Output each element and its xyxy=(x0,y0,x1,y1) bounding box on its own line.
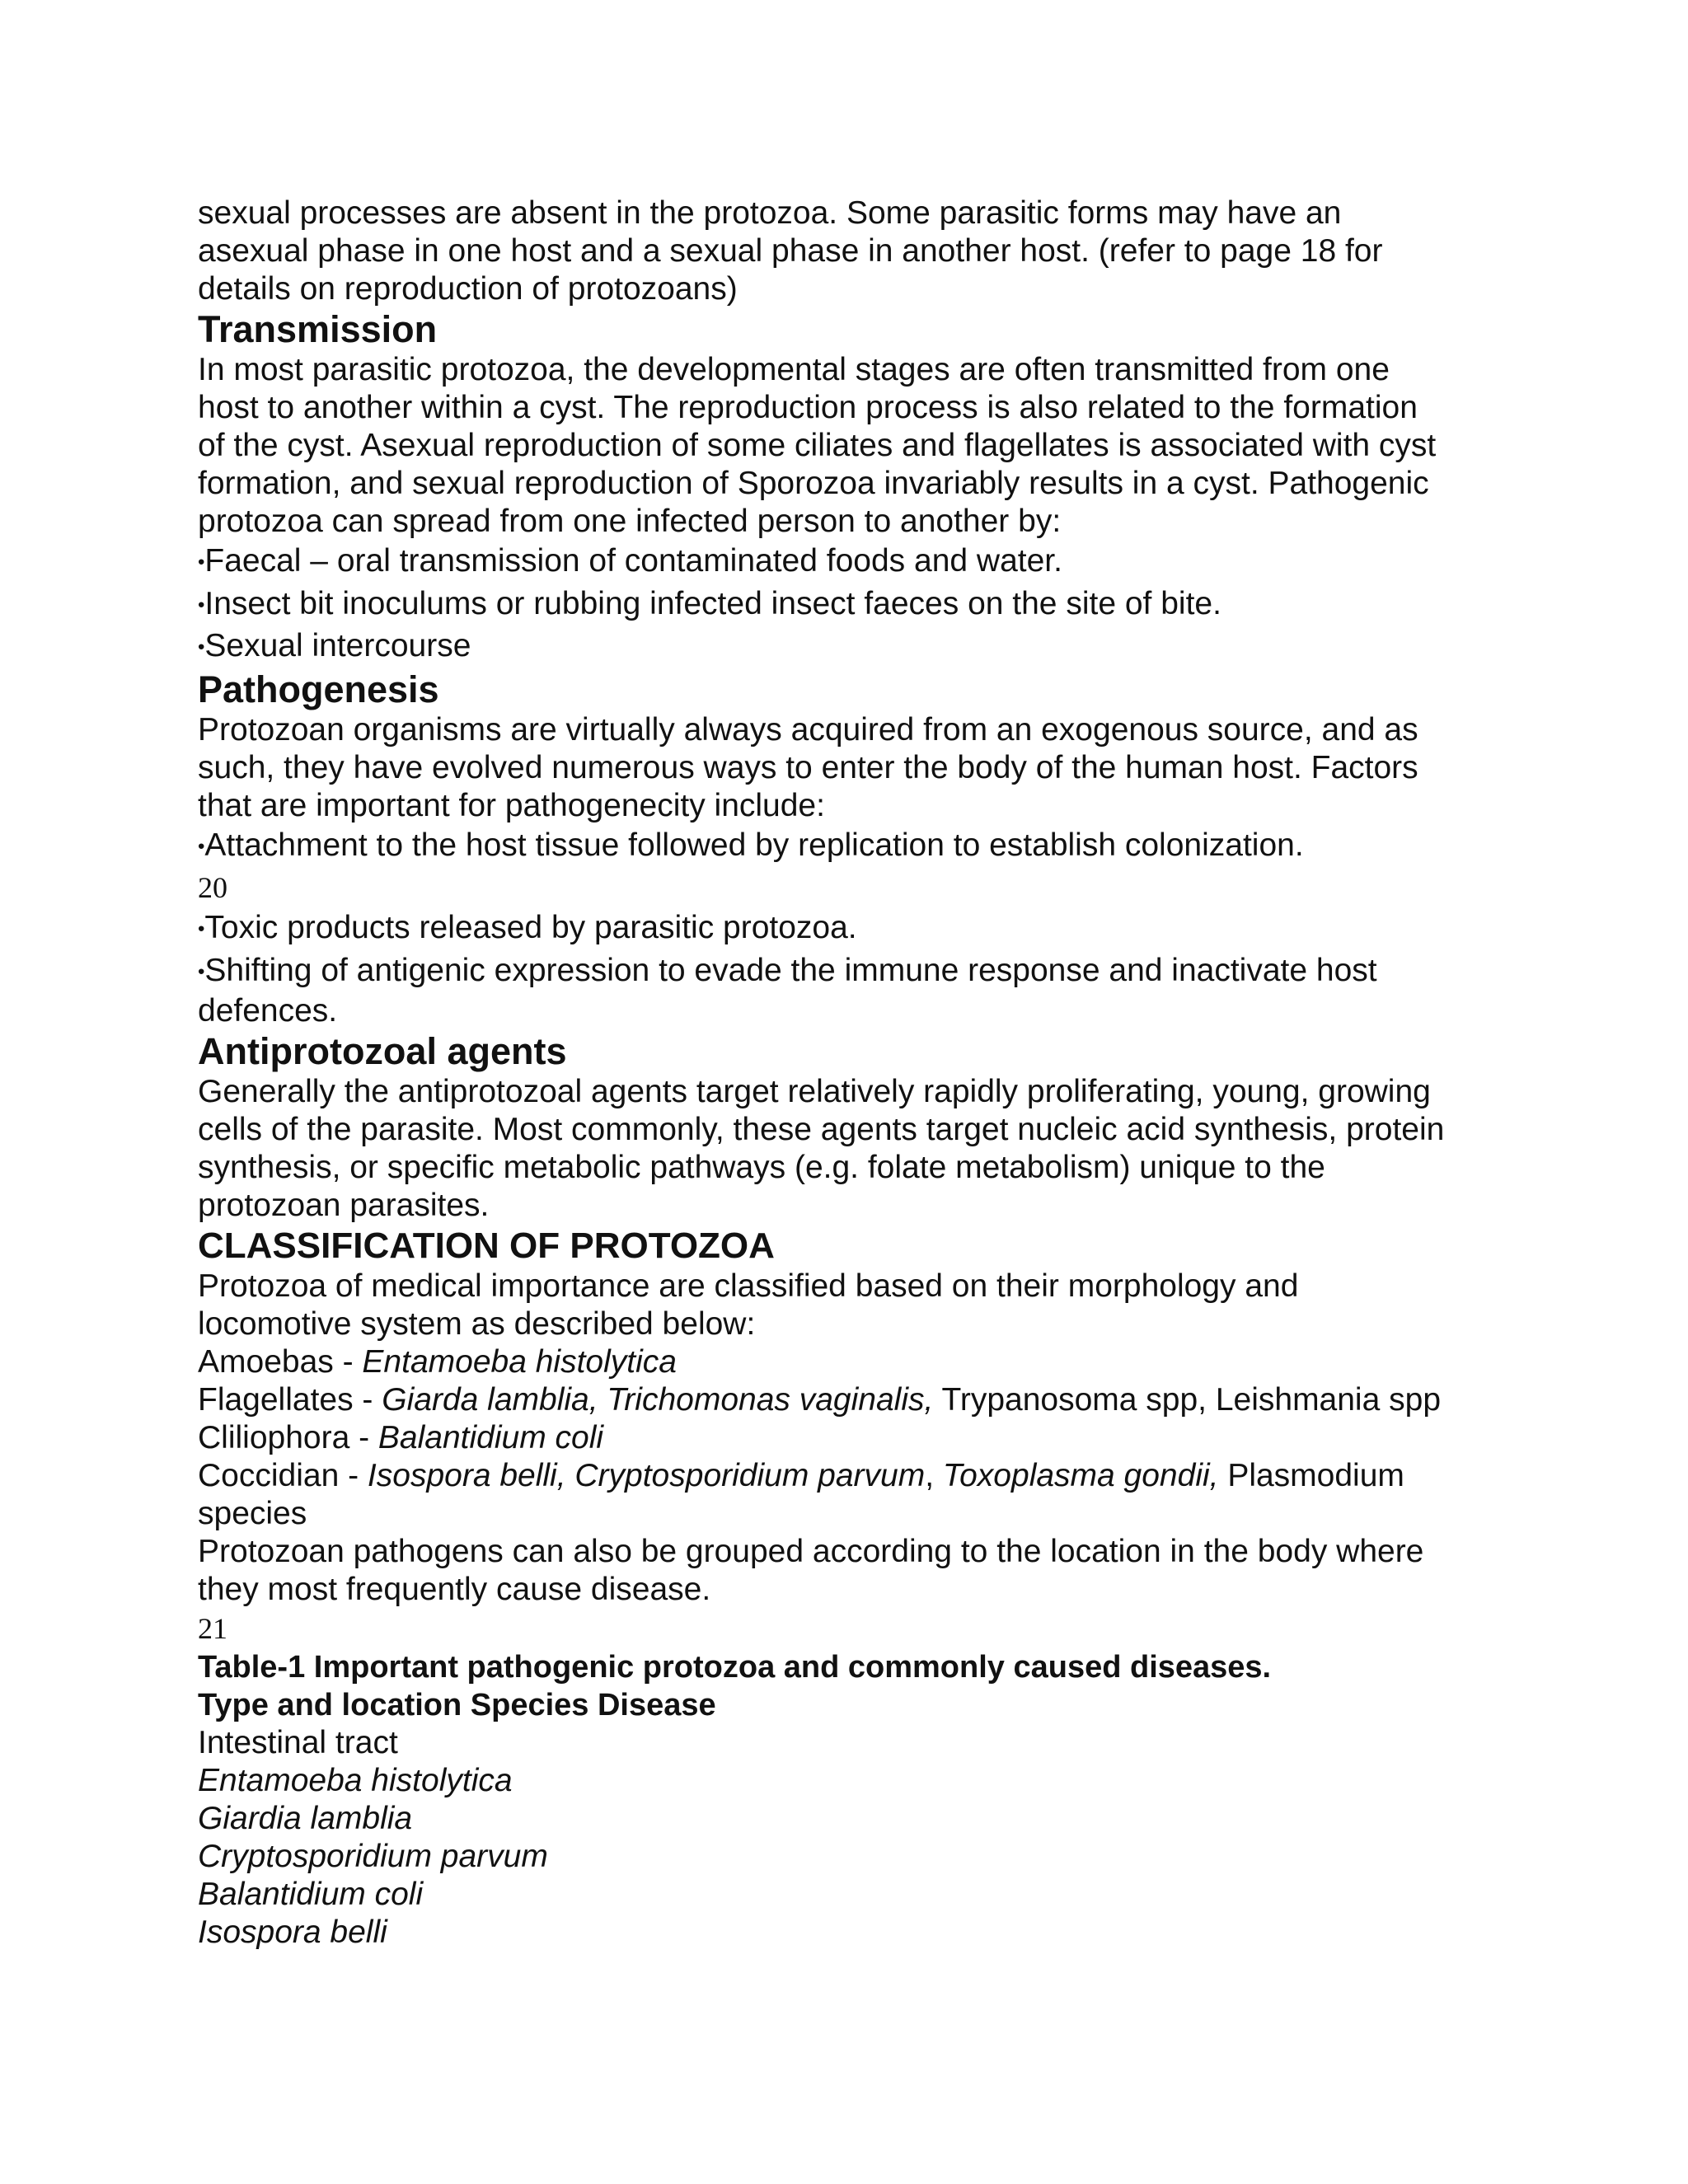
text-line: details on reproduction of protozoans) xyxy=(198,271,738,307)
pathogenesis-paragraph xyxy=(198,711,1500,825)
text-line: of the cyst. Asexual reproduction of some ciliates and flagellates is associated with cyst xyxy=(198,428,1437,463)
class-amoebas xyxy=(198,1343,1500,1381)
class-label: Coccidian - xyxy=(198,1458,368,1494)
table-species-list xyxy=(198,1762,1500,1952)
species-name: Isospora belli, Cryptosporidium parvum xyxy=(367,1458,926,1494)
bullet-text: Shifting of antigenic expression to evade the immune response and inactivate host xyxy=(204,952,1377,988)
text-line: Protozoan organisms are virtually always acquired from an exogenous source, and as xyxy=(198,712,1418,748)
text-line: Protozoan pathogens can also be grouped according to the location in the body where xyxy=(198,1534,1424,1570)
heading-antiprotozoal-agents: Antiprotozoal agents xyxy=(198,1030,567,1073)
bullet-text: Faecal – oral transmission of contaminated foods and water. xyxy=(204,543,1062,579)
page-number: 20 xyxy=(198,870,227,904)
classification-closing xyxy=(198,1533,1500,1609)
text-line: synthesis, or specific metabolic pathways (e.g. folate metabolism) unique to the xyxy=(198,1150,1325,1186)
heading-transmission: Transmission xyxy=(198,308,438,350)
text-line: Protozoa of medical importance are classified based on their morphology and xyxy=(198,1268,1299,1305)
table-row: Entamoeba histolytica xyxy=(198,1763,513,1799)
species-name: Balantidium coli xyxy=(377,1420,604,1456)
text-line: they most frequently cause disease. xyxy=(198,1572,711,1608)
species-name: Entamoeba histolytica xyxy=(362,1344,677,1380)
classification-paragraph xyxy=(198,1268,1500,1343)
text-line: formation, and sexual reproduction of Sporozoa invariably results in a cyst. Pathogenic xyxy=(198,466,1429,501)
text-line: that are important for pathogenecity include: xyxy=(198,788,825,824)
bullet-text: Toxic products released by parasitic protozoa. xyxy=(204,909,857,945)
transmission-paragraph xyxy=(198,351,1500,541)
bullet-icon: • xyxy=(198,960,205,983)
table-title: Table-1 Important pathogenic protozoa and commonly caused diseases. xyxy=(198,1650,1272,1685)
list-item xyxy=(198,541,1500,583)
table-row: Giardia lamblia xyxy=(198,1801,413,1837)
text-line: In most parasitic protozoa, the developmental stages are often transmitted from one xyxy=(198,352,1390,387)
table-location: Intestinal tract xyxy=(198,1725,398,1761)
bullet-text: Insect bit inoculums or rubbing infected insect faeces on the site of bite. xyxy=(204,585,1221,621)
bullet-icon: • xyxy=(198,593,205,616)
text-line: protozoan parasites. xyxy=(198,1188,490,1224)
species-name: Toxoplasma gondii, xyxy=(942,1458,1219,1494)
heading-pathogenesis: Pathogenesis xyxy=(198,668,439,711)
text-line: cells of the parasite. Most commonly, these agents target nucleic acid synthesis, protein xyxy=(198,1112,1445,1148)
text-line: locomotive system as described below: xyxy=(198,1306,756,1343)
bullet-icon: • xyxy=(198,917,205,940)
class-label: Cliliophora - xyxy=(198,1420,378,1456)
text-line: Generally the antiprotozoal agents target relatively rapidly proliferating, young, growing xyxy=(198,1074,1431,1110)
antiprotozoal-paragraph xyxy=(198,1073,1500,1225)
document-page xyxy=(198,194,1500,1952)
class-flagellates xyxy=(198,1381,1500,1419)
class-coccidian xyxy=(198,1457,1500,1495)
table-row: Cryptosporidium parvum xyxy=(198,1839,548,1875)
text-line: asexual phase in one host and a sexual phase in another host. (refer to page 18 for xyxy=(198,233,1383,269)
species-name: Giarda lamblia, Trichomonas vaginalis, xyxy=(382,1382,934,1418)
list-item xyxy=(198,907,1500,950)
bullet-text: Attachment to the host tissue followed by replication to establish colonization. xyxy=(204,827,1304,864)
text-line: species xyxy=(198,1496,307,1532)
class-label: Flagellates - xyxy=(198,1382,382,1418)
text-line: protozoa can spread from one infected person to another by: xyxy=(198,504,1062,539)
table-header: Type and location Species Disease xyxy=(198,1688,716,1723)
list-item xyxy=(198,583,1500,626)
text-line: such, they have evolved numerous ways to enter the body of the human host. Factors xyxy=(198,750,1418,786)
text-line: host to another within a cyst. The reproduction process is also related to the formation xyxy=(198,390,1418,425)
separator: , xyxy=(925,1458,943,1494)
list-item xyxy=(198,626,1500,668)
heading-classification: CLASSIFICATION OF PROTOZOA xyxy=(198,1226,775,1267)
bullet-icon: • xyxy=(198,835,205,858)
text-line: defences. xyxy=(198,993,338,1029)
text-line: sexual processes are absent in the protozoa. Some parasitic forms may have an xyxy=(198,195,1342,231)
transmission-bullet-list xyxy=(198,541,1500,668)
species-rest: Trypanosoma spp, Leishmania spp xyxy=(933,1382,1442,1418)
intro-paragraph xyxy=(198,194,1500,308)
bullet-icon: • xyxy=(198,551,205,574)
page-number: 21 xyxy=(198,1612,227,1646)
list-item xyxy=(198,825,1500,868)
table-row: Balantidium coli xyxy=(198,1877,424,1913)
class-label: Amoebas - xyxy=(198,1344,363,1380)
table-row: Isospora belli xyxy=(198,1915,387,1951)
class-ciliophora xyxy=(198,1419,1500,1457)
species-rest: Plasmodium xyxy=(1218,1458,1404,1494)
bullet-text: Sexual intercourse xyxy=(204,628,471,664)
bullet-icon: • xyxy=(198,636,205,659)
list-item xyxy=(198,950,1500,993)
